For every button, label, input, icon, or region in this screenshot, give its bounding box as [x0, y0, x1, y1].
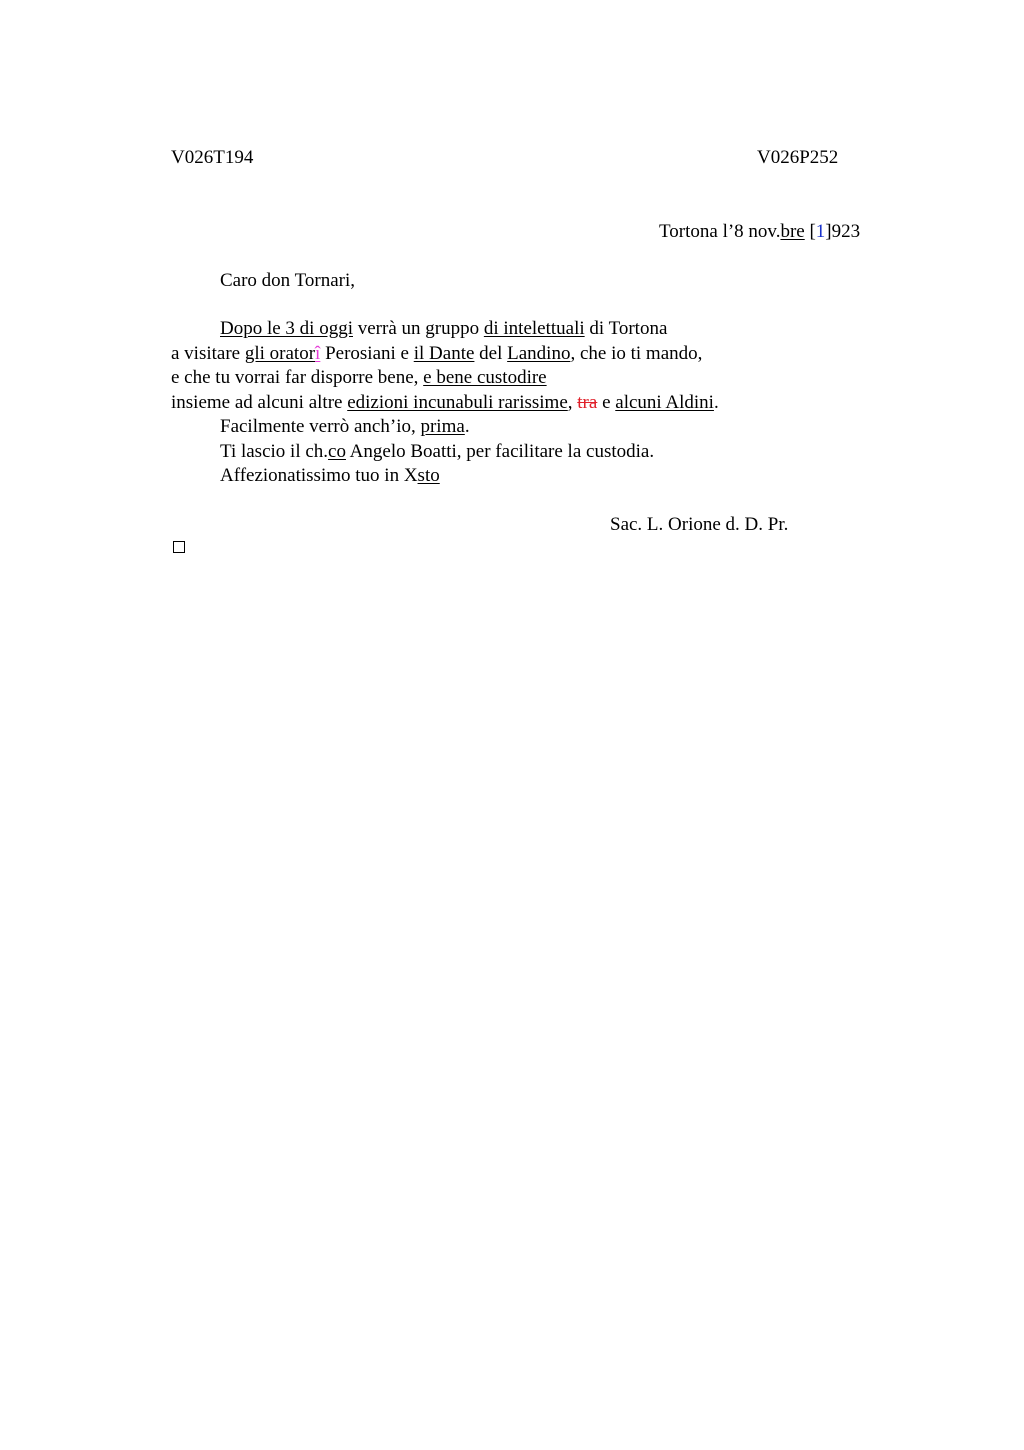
archive-code-left: V026T194 — [171, 147, 254, 168]
struck-word: tra — [577, 392, 598, 413]
body-line-1: Dopo le 3 di oggi verrà un gruppo di intelettuali di Tortona — [220, 318, 668, 339]
archive-code-right: V026P252 — [757, 147, 839, 168]
end-mark-square-icon — [173, 541, 185, 553]
letter-date: Tortona l’8 nov.bre [1]923 — [659, 221, 861, 242]
salutation: Caro don Tornari, — [220, 270, 355, 291]
body-line-4: insieme ad alcuni altre edizioni incunabuli rarissime, tra e alcuni Aldini. — [171, 392, 719, 413]
closing-line: Affezionatissimo tuo in Xsto — [220, 465, 440, 486]
signature: Sac. L. Orione d. D. Pr. — [610, 514, 789, 535]
body-line-3: e che tu vorrai far disporre bene, e bene custodire — [171, 367, 547, 388]
body-line-2: a visitare gli oratorî Perosiani e il Dante del Landino, che io ti mando, — [171, 343, 703, 364]
body-line-5: Facilmente verrò anch’io, prima. — [220, 416, 470, 437]
body-line-6: Ti lascio il ch.co Angelo Boatti, per facilitare la custodia. — [220, 441, 655, 462]
